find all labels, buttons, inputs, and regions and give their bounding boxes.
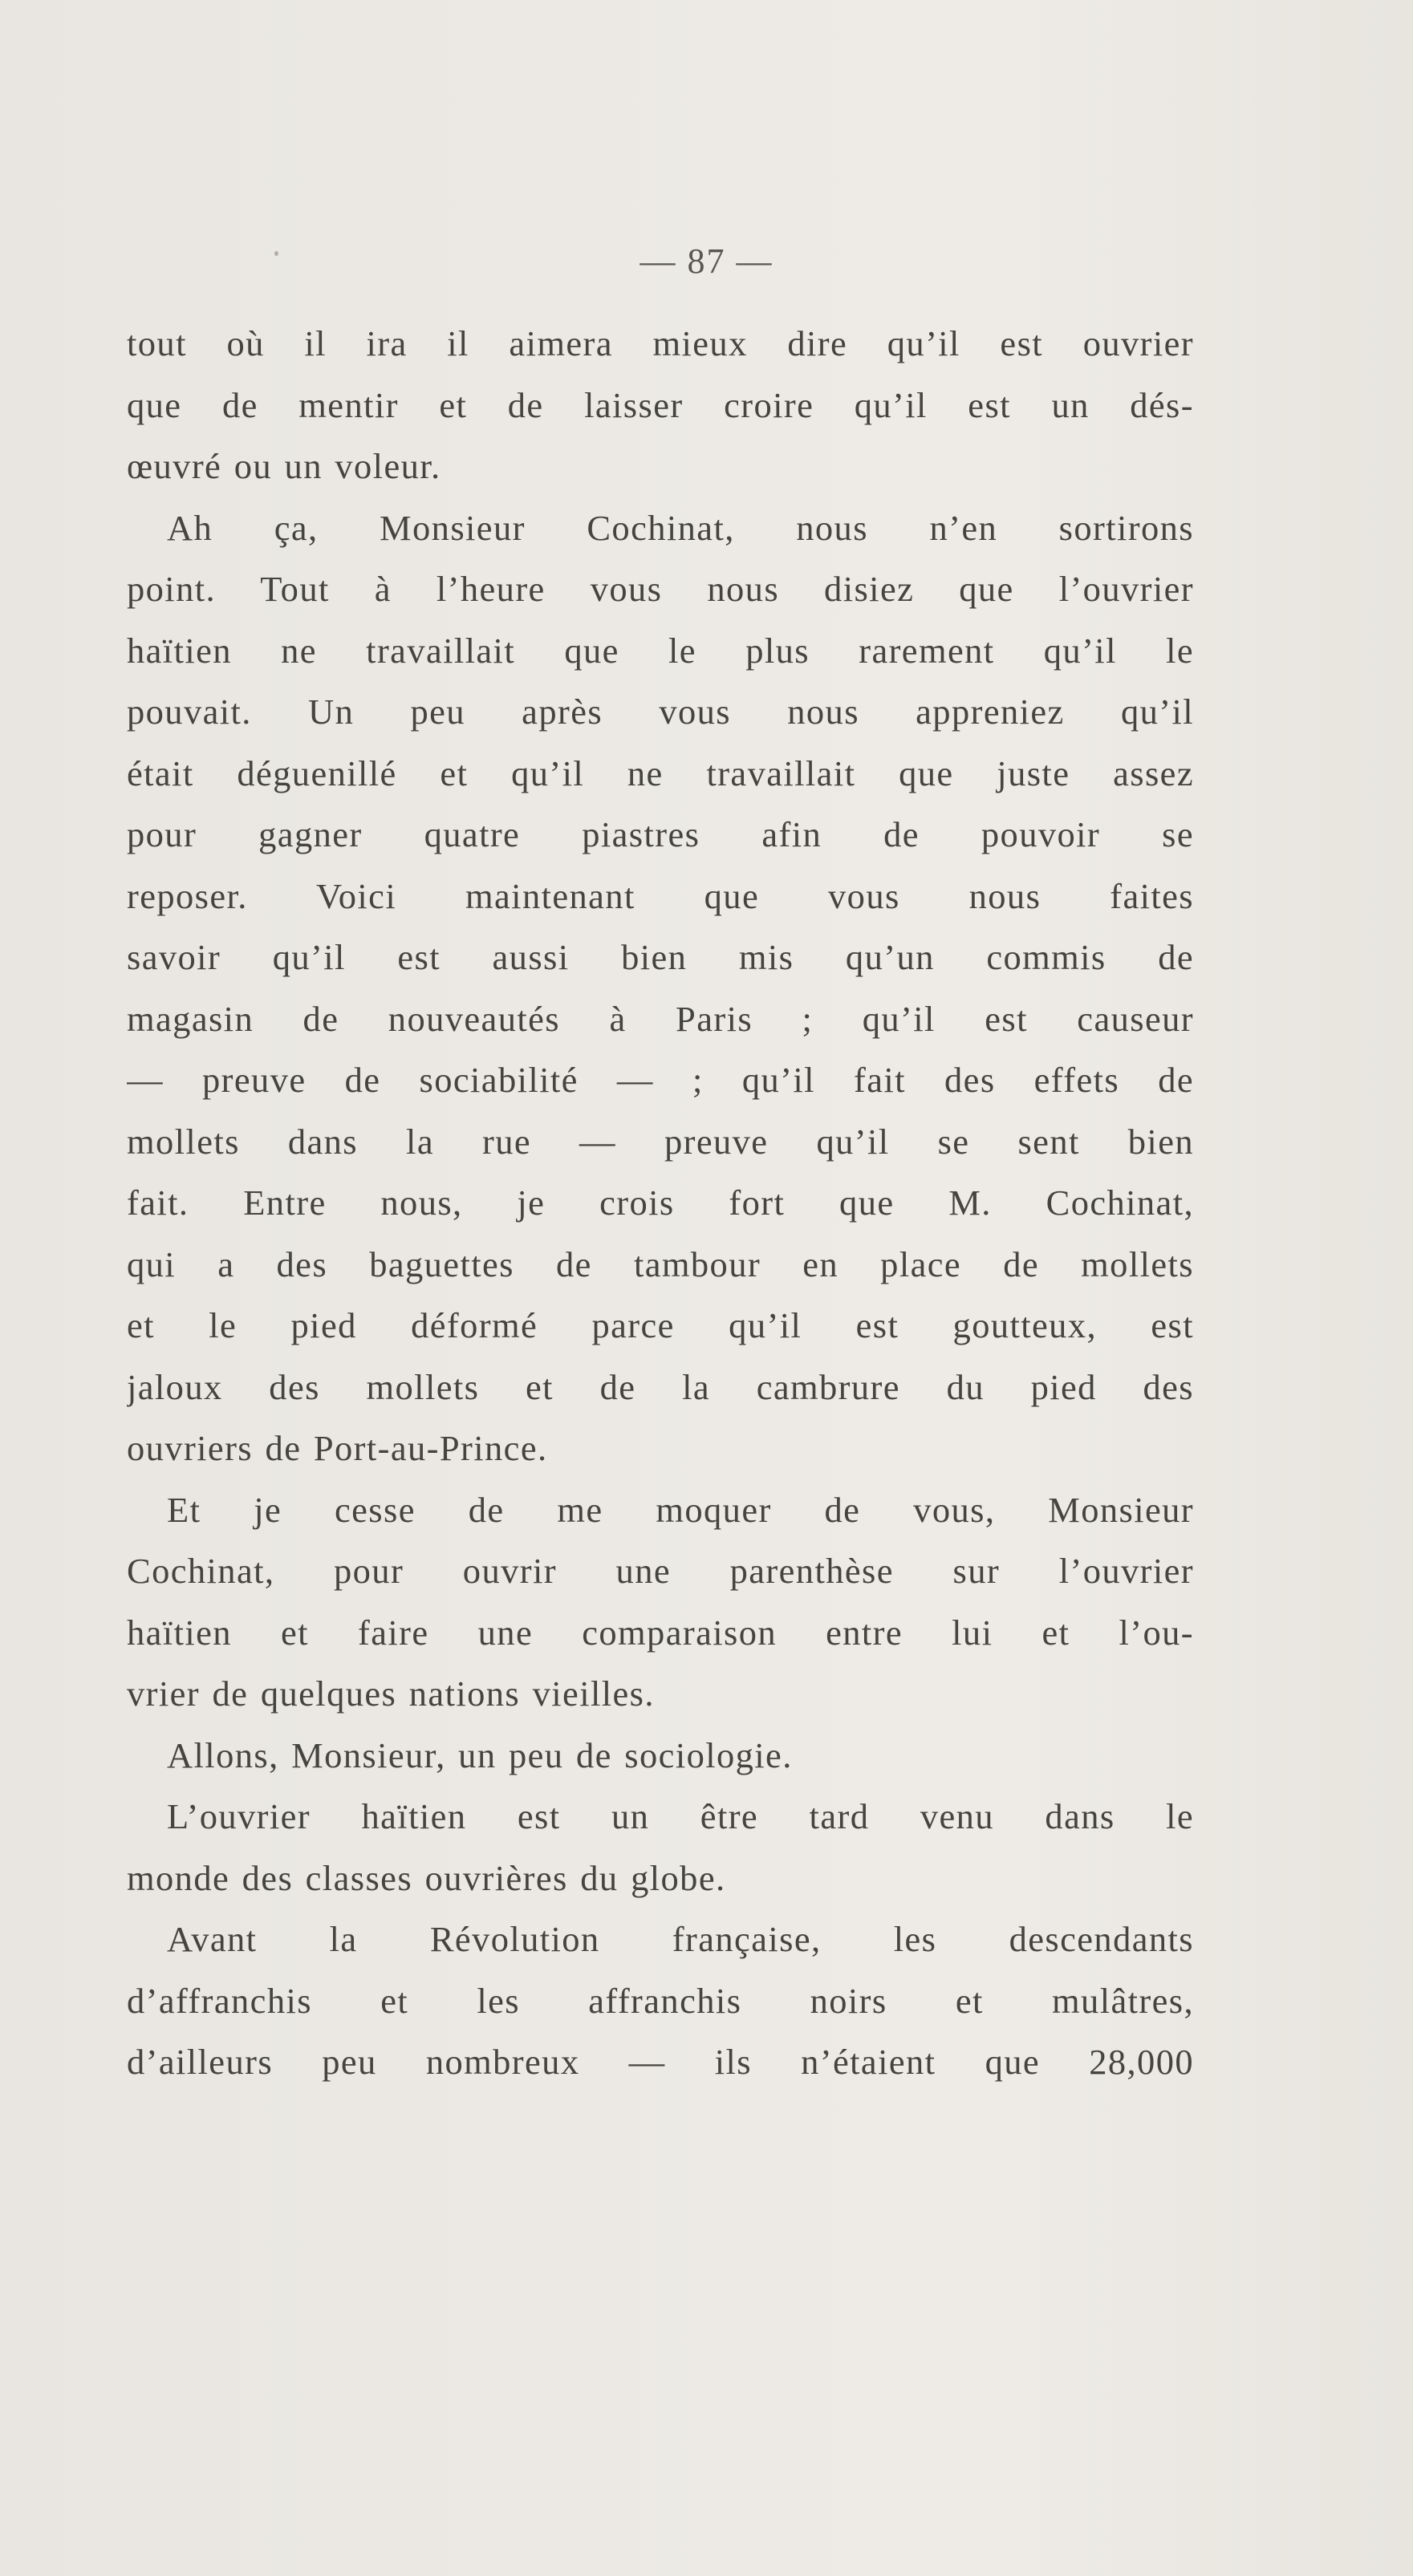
text-line: Cochinat, pour ouvrir une parenthèse sur l’ouvrier [127,1551,1194,1591]
text-line: fait. Entre nous, je crois fort que M. Cochinat, [127,1183,1194,1223]
text-line: magasin de nouveautés à Paris ; qu’il est causeur [127,998,1194,1039]
text-line: point. Tout à l’heure vous nous disiez que l’ouvrier [127,569,1194,609]
text-line: haïtien et faire une comparaison entre lui et l’ou- [127,1612,1194,1653]
text-line: d’affranchis et les affranchis noirs et mulâtres, [127,1980,1194,2021]
text-line: savoir qu’il est aussi bien mis qu’un commis de [127,937,1194,977]
text-line: Ah ça, Monsieur Cochinat, nous n’en sortirons [167,507,1194,548]
text-line: reposer. Voici maintenant que vous nous faites [127,875,1194,916]
text-line: monde des classes ouvrières du globe. [127,1857,726,1898]
text-line: œuvré ou un voleur. [127,446,441,486]
text-line: — preuve de sociabilité — ; qu’il fait des effets de [127,1060,1194,1100]
text-line: Et je cesse de me moquer de vous, Monsieur [167,1489,1194,1530]
text-line: pour gagner quatre piastres afin de pouvoir se [127,814,1194,854]
text-line: qui a des baguettes de tambour en place de mollets [127,1243,1194,1284]
text-line: tout où il ira il aimera mieux dire qu’il est ouvrier [127,323,1194,363]
text-line: d’ailleurs peu nombreux — ils n’étaient que 28,000 [127,2042,1194,2082]
text-line: Allons, Monsieur, un peu de sociologie. [167,1734,793,1775]
text-line: était déguenillé et qu’il ne travaillait que juste assez [127,753,1194,793]
text-line: pouvait. Un peu après vous nous appreniez qu’il [127,692,1194,732]
text-line: L’ouvrier haïtien est un être tard venu dans le [167,1796,1194,1836]
text-line: vrier de quelques nations vieilles. [127,1673,655,1714]
text-line: et le pied déformé parce qu’il est goutteux, est [127,1305,1194,1345]
text-line: haïtien ne travaillait que le plus rarement qu’il le [127,630,1194,671]
text-line: Avant la Révolution française, les descendants [167,1919,1194,1959]
page-number: — 87 — [640,241,773,281]
body-text [127,313,1194,2093]
text-line: mollets dans la rue — preuve qu’il se sent bien [127,1121,1194,1162]
text-line: jaloux des mollets et de la cambrure du pied des [127,1366,1194,1407]
text-line: que de mentir et de laisser croire qu’il est un dés- [127,384,1194,425]
text-line: ouvriers de Port-au-Prince. [127,1428,548,1468]
